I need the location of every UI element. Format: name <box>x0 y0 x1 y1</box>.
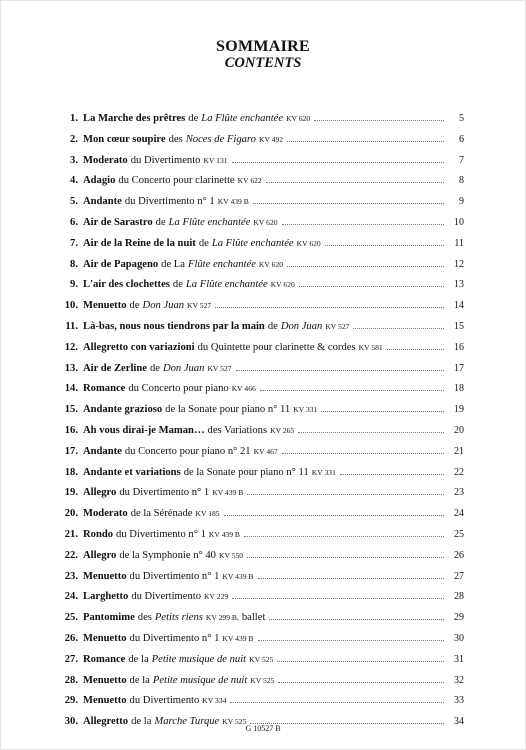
toc-entry-number: 28. <box>64 674 78 686</box>
dot-leader <box>260 390 444 391</box>
toc-entry-number: 14. <box>64 383 78 395</box>
work-title: La Flûte enchantée <box>211 237 294 249</box>
dot-leader <box>314 120 444 121</box>
piece-title: Allegro <box>83 549 117 561</box>
dot-leader <box>325 245 444 246</box>
connector-text: de La <box>161 258 185 270</box>
toc-page-number: 27 <box>454 570 464 582</box>
kv-number: KV 620 <box>286 114 311 123</box>
work-title: La Flûte enchantée <box>168 216 251 228</box>
piece-title: Menuetto <box>83 300 127 312</box>
piece-title: Menuetto <box>83 674 127 686</box>
toc-entry <box>56 363 464 384</box>
toc-page-number: 21 <box>454 445 464 457</box>
work-title: Don Juan <box>280 320 323 332</box>
toc-entry-number: 24. <box>64 591 78 603</box>
work-title: Petits riens <box>154 612 203 624</box>
toc-entry-number: 30. <box>64 716 78 728</box>
connector-text: de <box>198 237 209 249</box>
toc-entry-title <box>83 363 232 374</box>
toc-page-number: 18 <box>454 383 464 395</box>
kv-number: KV 331 <box>293 405 318 415</box>
toc-entry-title <box>83 134 283 145</box>
dot-leader <box>230 702 444 703</box>
toc-entry-number: 10. <box>64 300 78 312</box>
piece-title: Là-bas, nous nous tiendrons par la main <box>83 320 265 332</box>
kv-number: KV 620 <box>296 238 321 248</box>
connector-text: des <box>168 133 183 145</box>
kv-number: KV 527 <box>325 321 350 331</box>
connector-text: de <box>172 279 183 291</box>
piece-title: Mon cœur soupire <box>83 133 166 145</box>
connector-text: de la Sonate pour piano n° 11 <box>183 466 309 478</box>
dot-leader <box>266 182 444 183</box>
dot-leader <box>282 453 444 454</box>
toc-entry-number: 16. <box>64 424 78 436</box>
toc-entry-title <box>83 550 243 561</box>
toc-entry-title <box>83 404 317 415</box>
toc-entry-number: 26. <box>64 632 78 644</box>
kv-number: KV 299 B, <box>205 613 239 623</box>
connector-text: du Divertimento n° 1 <box>124 196 215 208</box>
dot-leader <box>247 494 444 495</box>
toc-entry <box>56 550 464 571</box>
page-subtitle: CONTENTS <box>224 55 302 71</box>
toc-page-number: 28 <box>454 591 464 603</box>
piece-title: Moderato <box>83 508 128 520</box>
piece-title: Allegretto <box>83 716 129 728</box>
table-of-contents <box>56 113 464 737</box>
toc-page-number: 30 <box>454 632 464 644</box>
kv-number: KV 466 <box>231 384 256 394</box>
toc-entry <box>56 134 464 155</box>
toc-page-number: 33 <box>454 695 464 707</box>
toc-entry-number: 18. <box>64 466 78 478</box>
work-title: Petite musique de nuit <box>152 674 248 686</box>
connector-text: du Divertimento n° 1 <box>119 487 210 499</box>
kv-number: KV 439 B <box>217 197 249 207</box>
dot-leader <box>224 515 444 516</box>
toc-entry-title <box>83 300 211 311</box>
kv-number: KV 525 <box>249 654 274 664</box>
toc-page-number: 25 <box>454 528 464 540</box>
toc-entry <box>56 591 464 612</box>
connector-text: de <box>267 320 278 332</box>
toc-entry <box>56 342 464 363</box>
kv-number: KV 185 <box>195 509 220 519</box>
connector-text: du Quintette pour clarinette & cordes <box>197 341 356 353</box>
toc-entry <box>56 612 464 633</box>
piece-title: L'air des clochettes <box>83 279 170 291</box>
kv-number: KV 439 B <box>208 529 240 539</box>
toc-entry-number: 21. <box>64 528 78 540</box>
connector-text: de la <box>131 716 152 728</box>
toc-entry-number: 20. <box>64 508 78 520</box>
toc-page-number: 31 <box>454 653 464 665</box>
toc-entry <box>56 446 464 467</box>
toc-entry-title <box>83 675 274 686</box>
work-title: Don Juan <box>142 300 185 312</box>
connector-text: du Concerto pour piano n° 21 <box>124 445 251 457</box>
connector-text: de la Sonate pour piano n° 11 <box>165 404 291 416</box>
piece-title: Air de la Reine de la nuit <box>83 237 196 249</box>
kv-number: KV 439 B <box>222 571 254 581</box>
dot-leader <box>258 578 445 579</box>
toc-entry-title <box>83 695 226 706</box>
toc-entry-title <box>83 238 321 249</box>
toc-page-number: 9 <box>459 196 464 208</box>
toc-entry-title <box>83 279 295 290</box>
toc-entry-title <box>83 446 278 457</box>
toc-entry-title <box>83 633 254 644</box>
toc-entry <box>56 404 464 425</box>
toc-page-number: 23 <box>454 487 464 499</box>
toc-entry-number: 29. <box>64 695 78 707</box>
toc-entry-number: 17. <box>64 445 78 457</box>
toc-entry-number: 25. <box>64 612 78 624</box>
toc-entry-title <box>83 383 256 394</box>
toc-page-number: 8 <box>459 175 464 187</box>
toc-entry-number: 22. <box>64 549 78 561</box>
kv-number: KV 622 <box>237 176 262 186</box>
connector-text: du Divertimento <box>129 695 200 707</box>
kv-number: KV 131 <box>203 155 228 165</box>
toc-entry <box>56 508 464 529</box>
toc-entry-title <box>83 591 228 602</box>
work-title: La Flûte enchantée <box>201 113 284 124</box>
connector-text: de <box>129 300 140 312</box>
toc-entry-title <box>83 342 383 353</box>
toc-entry-number: 9. <box>70 279 78 291</box>
kv-number: KV 467 <box>253 446 278 456</box>
toc-entry <box>56 633 464 654</box>
toc-entry <box>56 675 464 696</box>
toc-entry <box>56 487 464 508</box>
toc-entry <box>56 695 464 716</box>
kv-number: KV 439 B <box>212 488 244 498</box>
toc-page-number: 15 <box>454 320 464 332</box>
dot-leader <box>269 619 444 620</box>
dot-leader <box>353 328 444 329</box>
piece-title: Menuetto <box>83 570 127 582</box>
connector-text: du Divertimento n° 1 <box>129 632 220 644</box>
piece-title: Menuetto <box>83 695 127 707</box>
dot-leader <box>321 411 444 412</box>
kv-number: KV 525 <box>222 717 247 727</box>
piece-title: Pantomime <box>83 612 135 624</box>
connector-text: du Divertimento <box>130 154 201 166</box>
connector-text: de <box>155 216 166 228</box>
toc-entry <box>56 238 464 259</box>
dot-leader <box>253 203 444 204</box>
toc-entry-number: 4. <box>70 175 78 187</box>
toc-entry <box>56 383 464 404</box>
toc-page-number: 16 <box>454 341 464 353</box>
toc-entry-title <box>83 196 249 207</box>
kv-number: KV 525 <box>250 675 275 685</box>
toc-entry <box>56 321 464 342</box>
connector-text: de la <box>129 674 150 686</box>
toc-page-number: 22 <box>454 466 464 478</box>
dot-leader <box>247 557 444 558</box>
kv-number: KV 492 <box>258 134 284 144</box>
toc-entry <box>56 175 464 196</box>
toc-page-number: 32 <box>454 674 464 686</box>
toc-entry <box>56 259 464 280</box>
toc-page-number: 19 <box>454 404 464 416</box>
piece-title: Air de Papageno <box>83 258 159 270</box>
kv-number: KV 550 <box>218 550 244 560</box>
kv-number: KV 527 <box>187 301 212 311</box>
toc-entry-number: 5. <box>70 196 78 208</box>
connector-text: de la Symphonie n° 40 <box>119 549 216 561</box>
dot-leader <box>277 661 444 662</box>
toc-page-number: 20 <box>454 424 464 436</box>
dot-leader <box>236 370 444 371</box>
piece-title: Adagio <box>83 175 116 187</box>
toc-entry-title <box>83 487 243 498</box>
piece-title: Rondo <box>83 528 114 540</box>
toc-entry <box>56 654 464 675</box>
kv-number: KV 620 <box>270 280 295 290</box>
dot-leader <box>298 432 444 433</box>
page-title: SOMMAIRE <box>216 38 310 55</box>
piece-title: Ah vous dirai-je Maman… <box>83 424 205 436</box>
dot-leader <box>232 162 444 163</box>
toc-entry <box>56 196 464 217</box>
catalog-code: G 10527 B <box>245 724 281 733</box>
piece-title: Air de Sarastro <box>83 216 153 228</box>
kv-number: KV 334 <box>202 696 227 706</box>
dot-leader <box>258 640 445 641</box>
toc-page-number: 24 <box>454 508 464 520</box>
dot-leader <box>287 141 444 142</box>
piece-title: Andante <box>83 196 122 208</box>
connector-text: des <box>137 612 152 624</box>
toc-entry-title <box>83 467 336 478</box>
toc-page-number: 29 <box>454 612 464 624</box>
toc-entry-number: 15. <box>64 404 78 416</box>
toc-entry-title <box>83 654 273 665</box>
toc-page-number: 7 <box>459 154 464 166</box>
kv-number: KV 620 <box>253 217 278 227</box>
toc-entry-number: 13. <box>64 362 78 374</box>
dot-leader <box>299 286 444 287</box>
toc-page-number: 13 <box>454 279 464 291</box>
toc-page-number: 6 <box>459 133 464 145</box>
toc-entry <box>56 425 464 446</box>
work-title: Petite musique de nuit <box>151 653 247 665</box>
piece-title: Andante grazioso <box>83 404 163 416</box>
toc-page-number: 14 <box>454 300 464 312</box>
piece-title: Air de Zerline <box>83 362 147 374</box>
dot-leader <box>244 536 444 537</box>
toc-entry-number: 7. <box>70 237 78 249</box>
toc-entry-number: 19. <box>64 487 78 499</box>
toc-entry-number: 27. <box>64 653 78 665</box>
connector-text: du Divertimento n° 1 <box>129 570 220 582</box>
dot-leader <box>282 224 444 225</box>
toc-entry-title <box>83 571 254 582</box>
toc-page-number: 34 <box>454 716 464 728</box>
connector-text: du Divertimento n° 1 <box>116 528 206 540</box>
toc-entry <box>56 217 464 238</box>
toc-entry <box>56 279 464 300</box>
work-title: Flûte enchantée <box>187 258 256 270</box>
toc-entry-number: 8. <box>70 258 78 270</box>
toc-entry <box>56 155 464 176</box>
toc-entry-number: 23. <box>64 570 78 582</box>
kv-number: KV 439 B <box>222 633 254 643</box>
connector-text: de la Sérénade <box>130 508 193 520</box>
toc-page-number: 17 <box>454 362 464 374</box>
connector-text: de <box>188 113 199 124</box>
toc-entry-number: 2. <box>70 133 78 145</box>
kv-number: KV 331 <box>311 467 336 477</box>
work-title: Don Juan <box>162 362 205 374</box>
piece-title: La Marche des prêtres <box>83 113 186 124</box>
connector-text: ballet <box>241 612 266 624</box>
dot-leader <box>232 598 444 599</box>
connector-text: de la <box>128 653 149 665</box>
piece-title: Menuetto <box>83 632 127 644</box>
work-title: La Flûte enchantée <box>185 279 268 291</box>
piece-title: Romance <box>83 653 126 665</box>
work-title: Marche Turque <box>154 716 220 728</box>
toc-page-number: 11 <box>454 237 464 249</box>
connector-text: du Concerto pour clarinette <box>118 175 235 187</box>
toc-page-number: 5 <box>459 113 464 124</box>
toc-entry-title <box>83 321 349 332</box>
toc-page-number: 26 <box>454 549 464 561</box>
connector-text: du Divertimento <box>131 591 202 603</box>
connector-text: de <box>149 362 160 374</box>
toc-entry <box>56 113 464 134</box>
toc-entry-title <box>83 155 228 166</box>
piece-title: Allegro <box>83 487 117 499</box>
toc-entry <box>56 467 464 488</box>
toc-entry-number: 6. <box>70 216 78 228</box>
dot-leader <box>387 349 444 350</box>
toc-page-number: 10 <box>454 216 464 228</box>
dot-leader <box>287 266 444 267</box>
toc-entry-title <box>83 508 220 519</box>
toc-entry-number: 12. <box>64 341 78 353</box>
piece-title: Romance <box>83 383 126 395</box>
dot-leader <box>278 682 444 683</box>
toc-entry-title <box>83 217 278 228</box>
work-title: Noces de Figaro <box>185 133 256 145</box>
toc-entry-title <box>83 612 265 623</box>
kv-number: KV 229 <box>204 592 229 602</box>
toc-entry-number: 3. <box>70 154 78 166</box>
toc-entry-title <box>83 529 240 540</box>
kv-number: KV 265 <box>270 425 295 435</box>
dot-leader <box>340 474 444 475</box>
toc-entry <box>56 300 464 321</box>
toc-entry <box>56 529 464 550</box>
toc-entry-title <box>83 113 310 124</box>
piece-title: Larghetto <box>83 591 129 603</box>
piece-title: Allegretto con variazioni <box>83 341 195 353</box>
kv-number: KV 527 <box>207 363 232 373</box>
kv-number: KV 581 <box>358 342 383 352</box>
toc-entry-number: 1. <box>70 113 78 124</box>
dot-leader <box>215 307 444 308</box>
kv-number: KV 620 <box>258 259 284 269</box>
connector-text: des Variations <box>207 424 268 436</box>
toc-page-number: 12 <box>454 258 464 270</box>
toc-entry-title <box>83 425 294 436</box>
piece-title: Andante <box>83 445 122 457</box>
piece-title: Moderato <box>83 154 128 166</box>
toc-entry <box>56 571 464 592</box>
piece-title: Andante et variations <box>83 466 181 478</box>
toc-entry-title <box>83 175 262 186</box>
toc-entry-number: 11. <box>65 320 78 332</box>
toc-entry-title <box>83 259 283 270</box>
connector-text: du Concerto pour piano <box>128 383 229 395</box>
